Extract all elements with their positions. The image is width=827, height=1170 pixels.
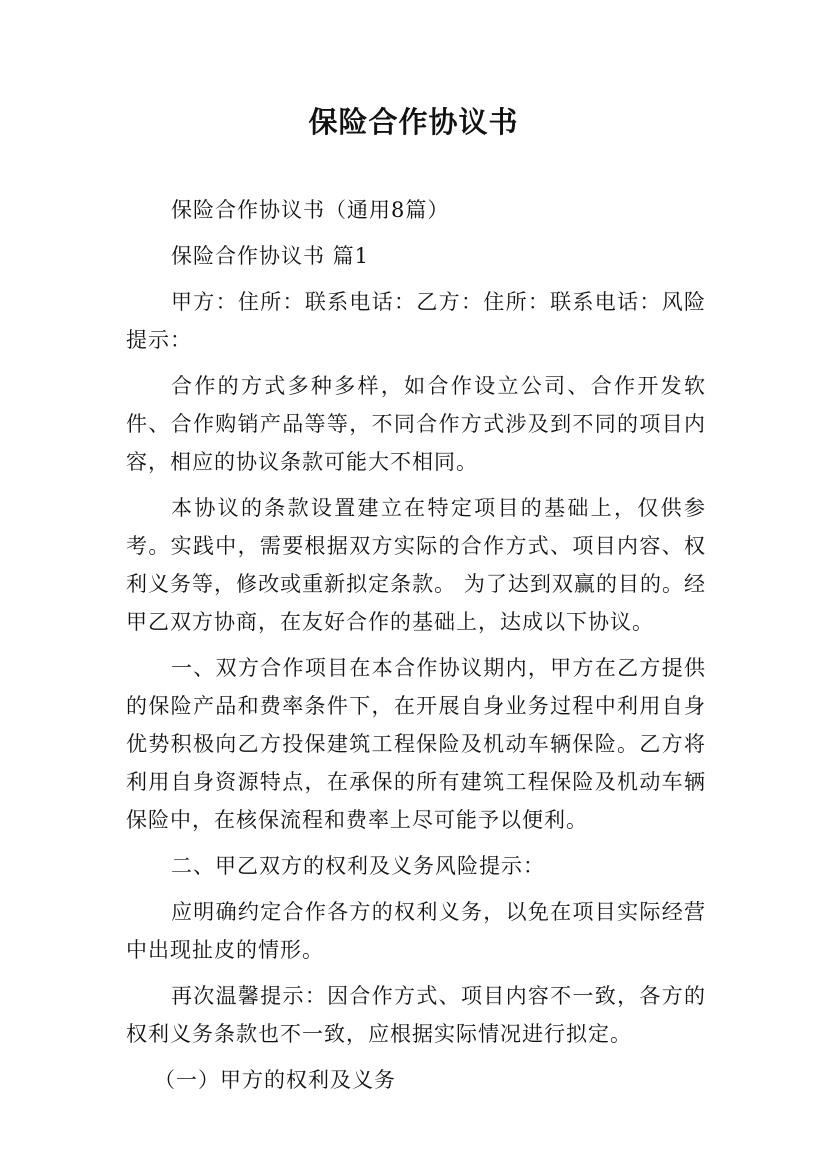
paragraph-subtitle: 保险合作协议书（通用8篇） <box>171 198 450 222</box>
paragraph-section-heading: 保险合作协议书 篇1 <box>171 244 370 268</box>
paragraph-clause-one: 一、双方合作项目在本合作协议期内，甲方在乙方提供的保险产品和费率条件下，在开展自身业务过程中利用自身优势积极向乙方投保建筑工程保险及机动车辆保险。乙方将利用自身资源特点，在承保的所有建筑工程保险及机动车辆保险中，在核保流程和费率上尽可能予以便利。 <box>126 656 706 832</box>
paragraph-reminder: 再次温馨提示：因合作方式、项目内容不一致，各方的权利义务条款也不一致，应根据实际情况进行拟定。 <box>126 984 706 1046</box>
document-title: 保险合作协议书 <box>308 105 519 139</box>
paragraph-rights-duties-note: 应明确约定合作各方的权利义务，以免在项目实际经营中出现扯皮的情形。 <box>126 900 706 962</box>
paragraph-terms-basis: 本协议的条款设置建立在特定项目的基础上，仅供参考。实践中，需要根据双方实际的合作方式、项目内容、权利义务等，修改或重新拟定条款。 为了达到双赢的目的。经甲乙双方协商，在友好合作的基础上，达成以下协议。 <box>126 496 706 634</box>
paragraph-cooperation-methods: 合作的方式多种多样，如合作设立公司、合作开发软件、合作购销产品等等，不同合作方式涉及到不同的项目内容，相应的协议条款可能大不相同。 <box>126 374 706 474</box>
paragraph-party-a-rights: （一）甲方的权利及义务 <box>154 1068 396 1092</box>
paragraph-clause-two: 二、甲乙双方的权利及义务风险提示： <box>171 854 545 878</box>
document-body <box>126 191 706 1107</box>
paragraph-parties: 甲方：住所：联系电话：乙方：住所：联系电话：风险提示： <box>126 290 706 352</box>
